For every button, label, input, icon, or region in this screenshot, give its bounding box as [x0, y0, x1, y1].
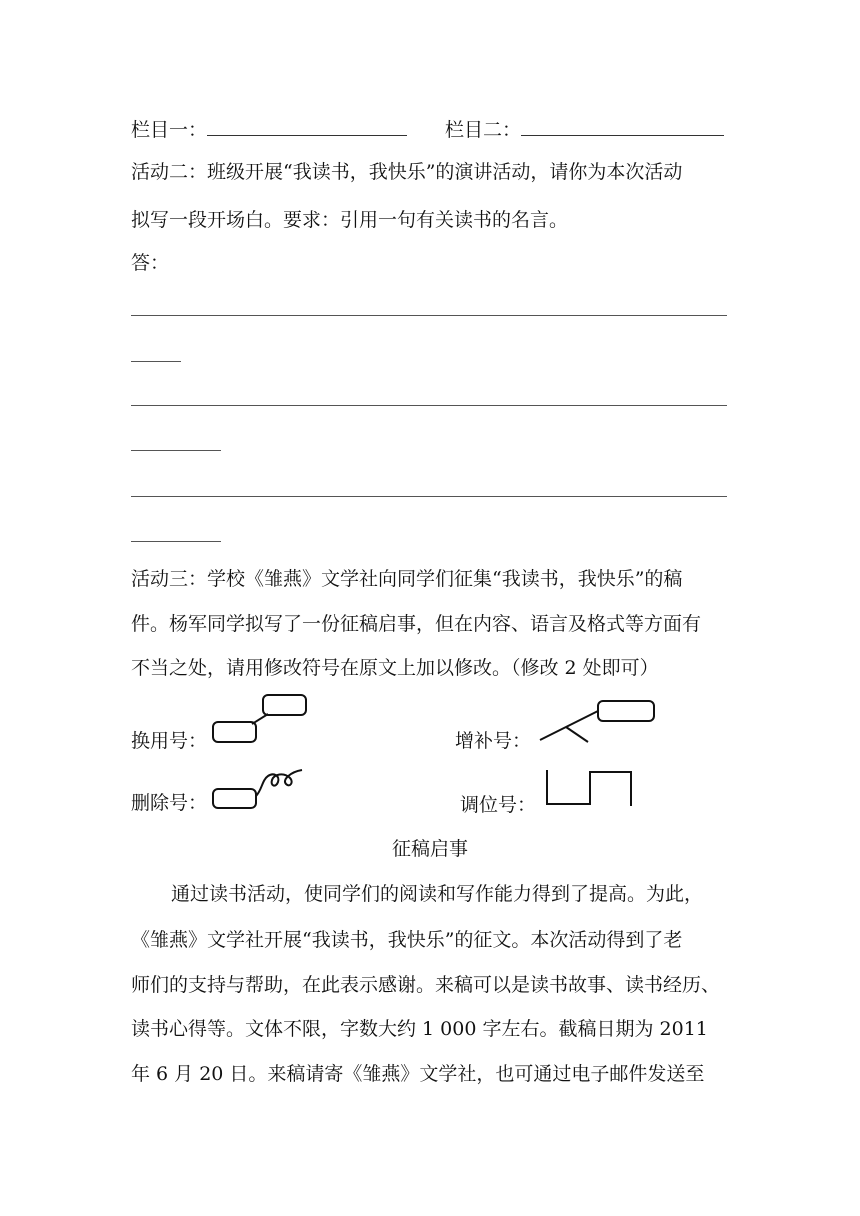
activity2-line-1: 活动二：班级开展“我读书，我快乐”的演讲活动，请你为本次活动: [131, 161, 683, 183]
column-two-label: 栏目二：: [445, 119, 522, 141]
answer-line-2-tail[interactable]: [131, 450, 221, 451]
insert-symbol-label: 增补号：: [455, 730, 532, 752]
activity3-line-3: 不当之处，请用修改符号在原文上加以修改。（修改 2 处即可）: [131, 657, 659, 679]
notice-line-5: 年 6 月 20 日。来稿请寄《雏燕》文学社，也可通过电子邮件发送至: [131, 1063, 705, 1085]
replace-symbol-label: 换用号：: [131, 730, 208, 752]
column-one-label: 栏目一：: [131, 119, 208, 141]
column-two-field: [445, 117, 724, 142]
activity2-line-2: 拟写一段开场白。要求：引用一句有关读书的名言。: [131, 209, 569, 231]
delete-symbol-label: 删除号：: [131, 792, 208, 814]
transpose-symbol-icon: [544, 768, 636, 808]
notice-line-4: 读书心得等。文体不限，字数大约 1 000 字左右。截稿日期为 2011: [131, 1018, 708, 1040]
answer-line-1-tail[interactable]: [131, 361, 181, 362]
answer-line-3-tail[interactable]: [131, 541, 221, 542]
notice-line-3: 师们的支持与帮助，在此表示感谢。来稿可以是读书故事、读书经历、: [131, 974, 721, 996]
answer-line-2[interactable]: [131, 405, 727, 406]
notice-line-2: 《雏燕》文学社开展“我读书，我快乐”的征文。本次活动得到了老: [131, 929, 683, 951]
delete-symbol-icon: [210, 766, 310, 812]
column-one-blank[interactable]: [207, 117, 407, 136]
transpose-symbol-label: 调位号：: [460, 794, 537, 816]
column-one-field: [131, 117, 407, 142]
notice-line-1: 通过读书活动，使同学们的阅读和写作能力得到了提高。为此，: [171, 883, 704, 905]
notice-title: 征稿启事: [391, 838, 468, 860]
replace-symbol-icon: [210, 692, 310, 746]
column-two-blank[interactable]: [521, 117, 724, 136]
answer-line-1[interactable]: [131, 315, 727, 316]
activity3-line-2: 件。杨军同学拟写了一份征稿启事，但在内容、语言及格式等方面有: [131, 613, 702, 635]
insert-symbol-icon: [536, 698, 658, 744]
activity3-line-1: 活动三：学校《雏燕》文学社向同学们征集“我读书，我快乐”的稿: [131, 568, 683, 590]
answer-label: 答：: [131, 252, 170, 274]
answer-line-3[interactable]: [131, 496, 727, 497]
